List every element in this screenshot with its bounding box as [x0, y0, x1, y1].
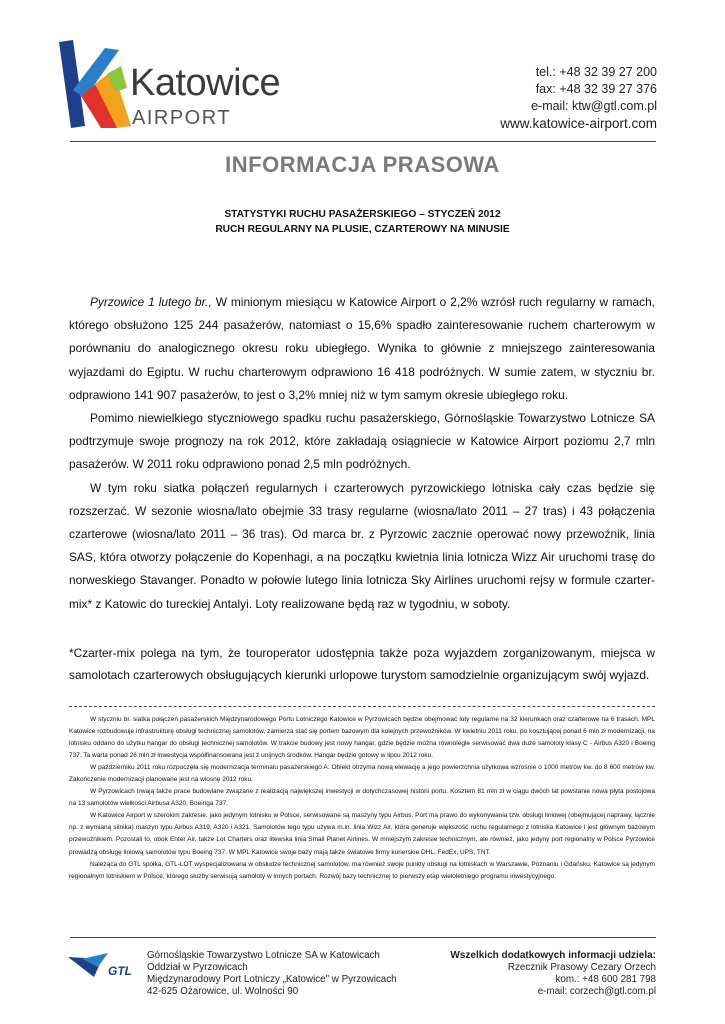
dashed-divider: [69, 706, 655, 707]
footer-info-heading: Wszelkich dodatkowych informacji udziela:: [450, 950, 656, 961]
background-info: [69, 714, 655, 883]
footer-spokesman: Rzecznik Prasowy Cezary Orzech: [507, 962, 656, 973]
footer-address: 42-625 Ożarowice, ul. Wolności 90: [147, 986, 299, 997]
footer-phone: kom.: +48 600 281 798: [555, 974, 656, 985]
background-paragraph-5: Należąca do GTL spółka, GTL-LOT wyspecjalizowana w obsłudze technicznej samolotów, ma również swoje punkty obsługi na lotniskach w Warszawie, Poznaniu i Gdańsku. Katowice są jedynym regionalnym lotniskiem w Polsce, którego służby serwisują samoloty w innych portach. Rozwój bazy technicznej to pierwszy etap wieloletniego programu inwestycyjnego.: [69, 860, 655, 880]
footer-airport: Międzynarodowy Port Lotniczy „Katowice" w Pyrzowicach: [147, 974, 397, 985]
contact-phone: tel.: +48 32 39 27 200: [535, 65, 657, 79]
gtl-logo-text: GTL: [108, 964, 132, 978]
footer-divider: [70, 937, 656, 938]
footer-branch: Oddział w Pyrzowicach: [147, 962, 248, 973]
paragraph-2: Pomimo niewielkiego styczniowego spadku ruchu pasażerskiego, Górnośląskie Towarzystwo Lotnicze SA podtrzymuje swoje prognozy na rok 2012, które zakładają osiągniecie w Katowice Airport poziomu 2,7 mln pasażerów. W 2011 roku odprawiono ponad 2,5 mln podróżnych.: [69, 411, 655, 472]
background-paragraph-4: W Katowice Airport w szerokim zakresie, jako jedynym lotnisku w Polsce, serwisowane są maszyny typu Airbus. Port ma prawo do wykonywania tzw. obsługi liniowej (obejmującej naprawy, łącznie np. z wymianą silnika) maszyn typu Airbus A319, A320 i A321. Samolotów tego typu używa m.in. linia Wizz Air, która generuje większość ruchu regularnego z lotniska Katowice i jest głównym bazowym przewoźnikiem. Pozostali to, obok Enter Air, także Lot Charters oraz litewska linia Small Planet Airlines. W mniejszym zakresie technicznym, ale również, jako jedyny port regionalny w Polsce Pyrzowice prowadzą obsługę liniową samolotów typu Boeing 737. W MPL Katowice swoje bazy mają także światowe firmy kurierskie DHL, FedEx, UPS, TNT.: [69, 812, 655, 856]
contact-fax: fax: +48 32 39 27 376: [535, 82, 657, 96]
contact-website[interactable]: www.katowice-airport.com: [500, 116, 657, 131]
paragraph-1-text: W minionym miesiącu w Katowice Airport o 2,2% wzrósł ruch regularny w ramach, którego obsłużono 125 244 pasażerów, natomiast o 15,6% spadło zainteresowanie ruchem charterowym w porównaniu do analogicznego okresu roku ubiegłego. Wynika to głównie z mniejszego zainteresowania wyjazdami do Egiptu. W ruchu charterowym odprawiono 16 418 podróżnych. W sumie zatem, w styczniu br. odprawiono 141 907 pasażerów, to jest o 3,2% mniej niż w tym samym okresie ubiegłego roku.: [69, 295, 655, 402]
footer-company: Górnośląskie Towarzystwo Lotnicze SA w Katowicach: [147, 950, 380, 961]
logo-wordmark: Katowice: [130, 62, 281, 104]
gtl-logo: [68, 947, 138, 981]
header-divider: [70, 141, 656, 142]
headline-line-2: RUCH REGULARNY NA PLUSIE, CZARTEROWY NA MINUSIE: [215, 224, 510, 235]
dateline: Pyrzowice 1 lutego br.,: [90, 295, 212, 309]
background-paragraph-1: W styczniu br. siatka połączeń pasażerskich Międzynarodowego Portu Lotniczego Katowice w Pyrzowicach będzie obejmować loty regularne na 32 kierunkach oraz czarterowe na 6 trasach. MPL Katowice rozbudowuje infrastrukturę obsługi technicznej samolotów, zamierza stać się portem bazowym dla kolejnych przewoźników. W kwietniu 2011 roku, po kosztującej ponad 6 mln zł modernizacji, na lotnisku oddano do użytku hangar do obsługi technicznej samolotów. W trakcie budowy jest nowy hangar, gdzie będzie można równolegle serwisować dwa duże samoloty klasy C - Airbus A320 i Boeing 737. Ta warta ponad 26 mln zł inwestycja współfinansowana jest z unijnych środków. Hangar będzie gotowy w lipcu 2012 roku.: [69, 716, 655, 760]
footer-email[interactable]: e-mail: corzech@gtl.com.pl: [537, 986, 656, 997]
contact-email[interactable]: e-mail: ktw@gtl.com.pl: [531, 99, 657, 113]
background-paragraph-3: W Pyrzowicach trwają także prace budowlane związane z realizacją największej inwestycji w dotychczasowej historii portu. Kosztem 81 mln zł w ciągu dwóch lat powstanie nowa płyta postojowa na 13 samolotów wielkości Airbusa A320, Boeinga 737.: [69, 788, 655, 808]
logo-subtitle: AIRPORT: [132, 107, 232, 129]
charter-mix-footnote: *Czarter-mix polega na tym, że touroperator udostępnia także poza wyjazdem zorganizowanym, miejsca w samolotach czarterowych obsługujących kierunki urlopowe turystom samodzielnie organizującym swój wyjazd.: [69, 646, 655, 682]
background-paragraph-2: W październiku 2011 roku rozpoczęła się modernizacja terminalu pasażerskiego A. Obiekt otrzyma nową elewację a jego powierzchnia użytkowa wzrośnie o 1000 metrów kw. do 8 600 metrów kw. Zakończenie modernizacji planowane jest na wiosnę 2012 roku.: [69, 764, 655, 784]
article-body: [69, 291, 655, 616]
headline-line-1: STATYSTYKI RUCHU PASAŻERSKIEGO – STYCZEŃ 2012: [224, 209, 501, 220]
press-release-title: INFORMACJA PRASOWA: [225, 152, 500, 177]
paragraph-1: [69, 291, 655, 407]
paragraph-3: W tym roku siatka połączeń regularnych i czarterowych pyrzowickiego lotniska cały czas będzie się rozszerzać. W sezonie wiosna/lato obejmie 33 trasy regularne (wiosna/lato 2011 – 27 tras) i 43 połączenia czarterowe (wiosna/lato 2011 – 36 tras). Od marca br. z Pyrzowic zacznie operować nowy przewoźnik, linia SAS, która otworzy połączenie do Kopenhagi, a na początku kwietnia linia lotnicza Wizz Air uruchomi trasę do norweskiego Stavanger. Ponadto w połowie lutego linia lotnicza Sky Airlines uruchomi rejsy w formule czarter-mix* z Katowic do tureckiej Antalyi. Loty realizowane będą raz w tygodniu, w soboty.: [69, 480, 655, 611]
